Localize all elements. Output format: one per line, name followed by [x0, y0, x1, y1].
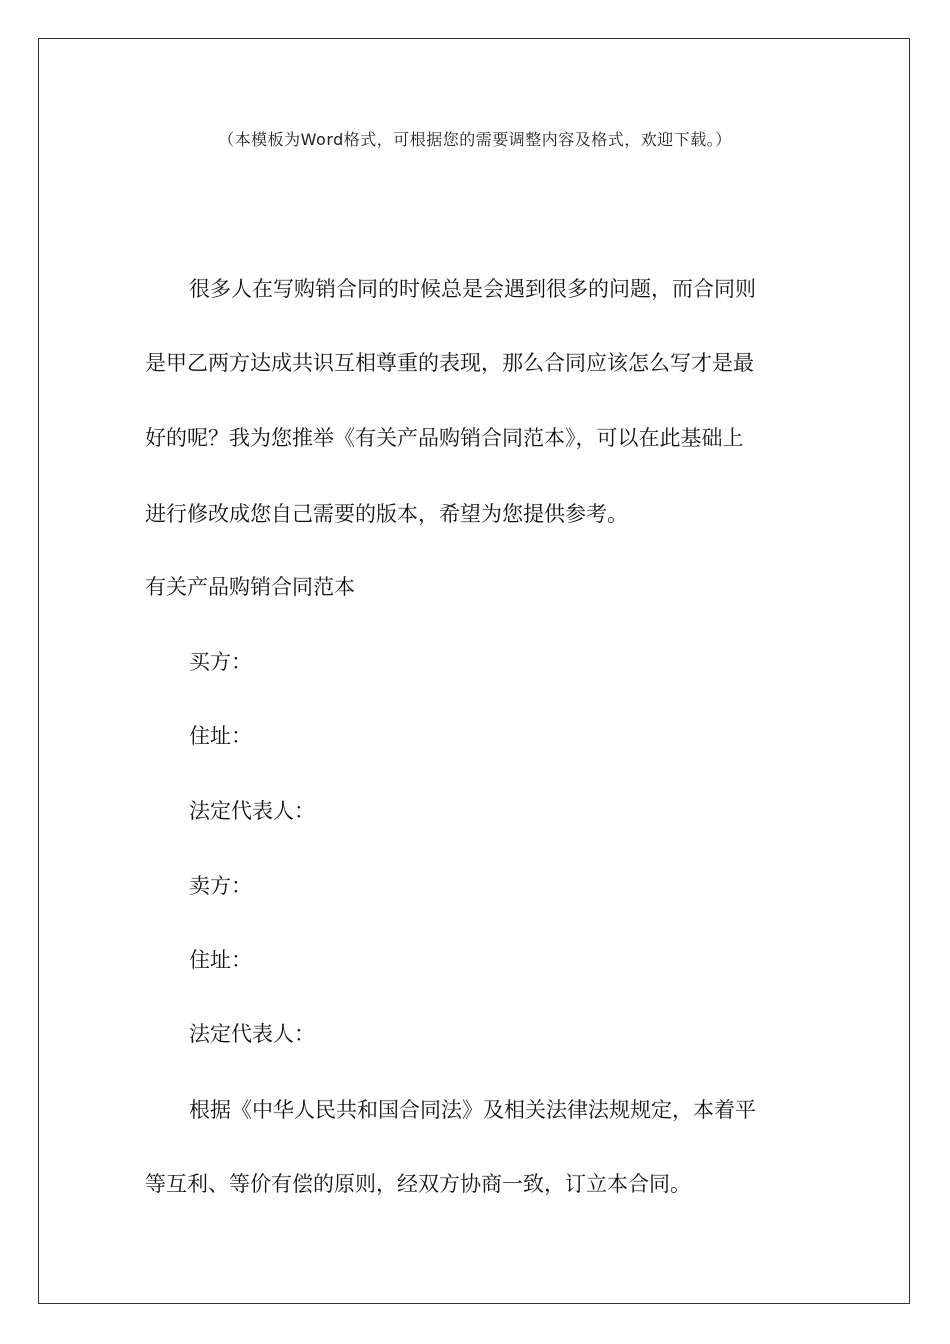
seller-address-label: 住址： [189, 948, 252, 972]
intro-line: 好的呢？我为您推举《有关产品购销合同范本》，可以在此基础上 [145, 426, 744, 450]
preamble-line: 等互利、等价有偿的原则，经双方协商一致，订立本合同。 [145, 1172, 691, 1196]
seller-legal-rep-label: 法定代表人： [189, 1022, 315, 1046]
preamble-line: 根据《中华人民共和国合同法》及相关法律法规规定，本着平 [189, 1098, 756, 1122]
contract-title: 有关产品购销合同范本 [145, 575, 355, 599]
buyer-address-label: 住址： [189, 724, 252, 748]
seller-label: 卖方： [189, 874, 252, 898]
intro-line: 是甲乙两方达成共识互相尊重的表现，那么合同应该怎么写才是最 [145, 351, 754, 375]
template-note: （本模板为Word格式，可根据您的需要调整内容及格式，欢迎下载。） [218, 130, 732, 149]
buyer-legal-rep-label: 法定代表人： [189, 799, 315, 823]
intro-line: 很多人在写购销合同的时候总是会遇到很多的问题，而合同则 [189, 277, 756, 301]
intro-line: 进行修改成您自己需要的版本，希望为您提供参考。 [145, 502, 628, 526]
buyer-label: 买方： [189, 650, 252, 674]
